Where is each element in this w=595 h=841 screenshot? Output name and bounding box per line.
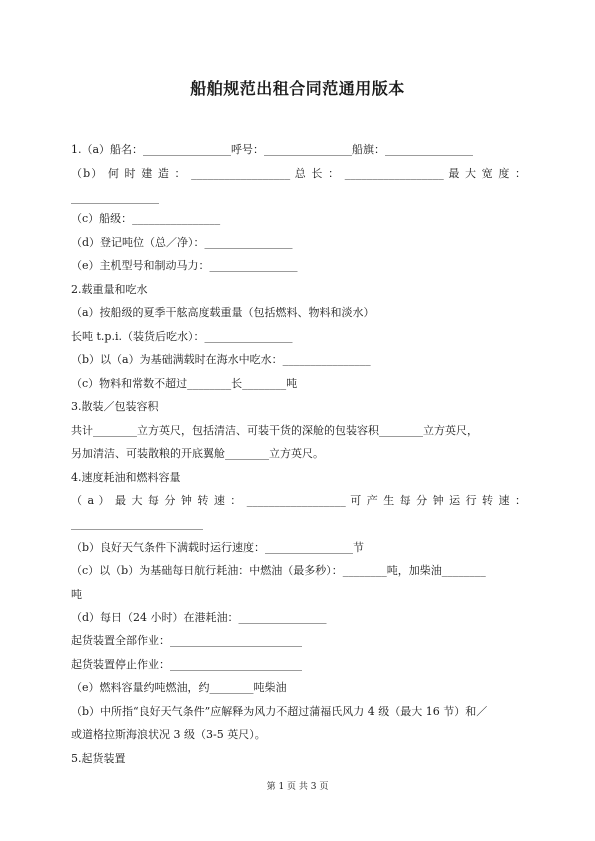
text-line: （a）按船级的夏季干舷高度载重量（包括燃料、物料和淡水） — [71, 306, 375, 319]
text-line: 长吨 t.p.i.（装货后吃水）：________________ — [71, 330, 293, 343]
section-heading: 2.载重量和吃水 — [71, 283, 148, 296]
text-line: 另加清洁、可装散粮的开底翼舱________立方英尺。 — [71, 447, 324, 460]
text-line: （e）主机型号和制动马力：________________ — [71, 259, 298, 272]
text-line: （e）燃料容量约吨燃油，约________吨柴油 — [71, 681, 287, 694]
section-heading: 3.散装／包装容积 — [71, 400, 159, 413]
text-line: 起货装置停止作业：________________________ — [71, 658, 302, 671]
document-title: 船舶规范出租合同范通用版本 — [190, 79, 405, 98]
text-line: （b）以（a）为基础满载时在海水中吃水：________________ — [71, 353, 371, 366]
text-line: （d）登记吨位（总／净）：________________ — [71, 236, 293, 249]
text-line: ________________________ — [71, 517, 203, 530]
text-line: 吨 — [71, 588, 82, 601]
text-line: （c）船级：________________ — [71, 212, 221, 225]
section-heading: 4.速度耗油和燃料容量 — [71, 471, 181, 484]
text-line: ________________ — [71, 191, 159, 204]
text-line: （ a ） 最 大 每 分 钟 转 速 ： __________________ 可 产 生 每 分 钟 运 行 转 速 ： — [71, 494, 526, 507]
text-line: 或道格拉斯海浪状况 3 级（3-5 英尺）。 — [71, 728, 266, 741]
text-line: （b）良好天气条件下满载时运行速度：________________节 — [71, 541, 365, 554]
text-line: 起货装置全部作业：________________________ — [71, 634, 302, 647]
text-line: 1.（a）船名：________________呼号：________________船旗：________________ — [71, 143, 474, 156]
text-line: （c）以（b）为基础每日航行耗油：中燃油（最多秒）：________吨，加柴油________ — [71, 564, 486, 577]
text-line: （b） 何 时 建 造 ： __________________ 总 长 ： __________________ 最 大 宽 度 ： — [71, 167, 526, 180]
page-footer: 第 1 页 共 3 页 — [266, 782, 329, 792]
section-heading: 5.起货装置 — [71, 752, 126, 765]
text-line: （b）中所指“良好天气条件”应解释为风力不超过蒲福氏风力 4 级（最大 16 节）和／ — [71, 705, 488, 718]
text-line: （c）物料和常数不超过________长________吨 — [71, 377, 298, 390]
text-line: 共计________立方英尺，包括清洁、可装干货的深舱的包装容积________立方英尺， — [71, 424, 478, 437]
text-line: （d）每日（24 小时）在港耗油：________________ — [71, 611, 327, 624]
